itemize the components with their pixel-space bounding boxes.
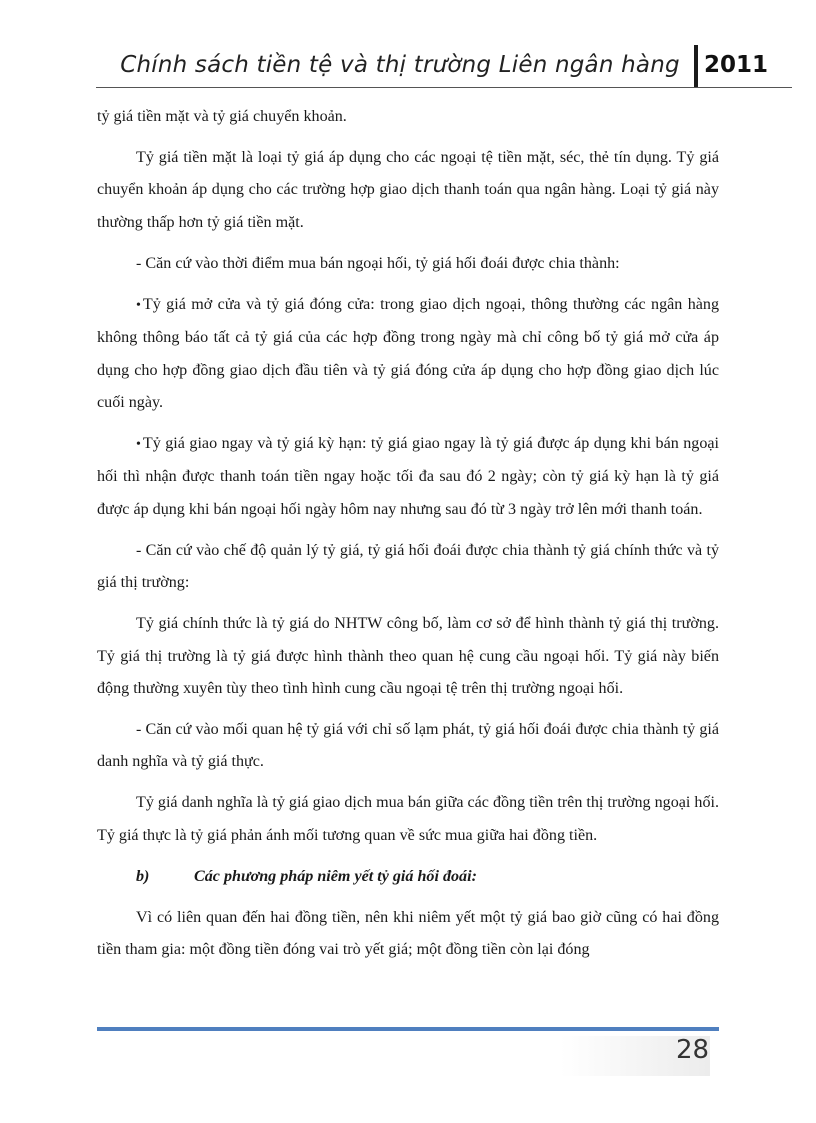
subheading-label: b) [136, 867, 150, 885]
bullet-paragraph [97, 289, 719, 420]
paragraph: - Căn cứ vào chế độ quản lý tỷ giá, tỷ giá hối đoái được chia thành tỷ giá chính thức và tỷ giá thị trường: [97, 541, 719, 592]
bullet-icon: • [136, 297, 141, 313]
page-number: 28 [676, 1035, 710, 1065]
header-year: 2011 [704, 52, 769, 78]
bullet-paragraph [97, 428, 719, 526]
body-text [97, 101, 719, 975]
section-subheading [97, 861, 719, 893]
header-divider [694, 45, 698, 88]
header-rule [96, 87, 792, 88]
paragraph: Tỷ giá danh nghĩa là tỷ giá giao dịch mua bán giữa các đồng tiền trên thị trường ngoại hối. Tỷ giá thực là tỷ giá phản ánh mối tương quan về sức mua giữa hai đồng tiền. [97, 794, 719, 844]
bullet-text: Tỷ giá giao ngay và tỷ giá kỳ hạn: tỷ giá giao ngay là tỷ giá được áp dụng khi bán ngoại hối thì nhận được thanh toán tiền ngay hoặc tối đa sau đó 2 ngày; còn tỷ giá kỳ hạn là tỷ giá được áp dụng khi bán ngoại hối ngày hôm nay nhưng sau đó từ 3 ngày trở lên mới thanh toán. [97, 435, 719, 518]
paragraph: Vì có liên quan đến hai đồng tiền, nên khi niêm yết một tỷ giá bao giờ cũng có hai đồng tiền tham gia: một đồng tiền đóng vai trò yết giá; một đồng tiền còn lại đóng [97, 908, 719, 959]
paragraph: Tỷ giá tiền mặt là loại tỷ giá áp dụng cho các ngoại tệ tiền mặt, séc, thẻ tín dụng. Tỷ giá chuyển khoản áp dụng cho các trường hợp giao dịch thanh toán qua ngân hàng. Loại tỷ giá này thường thấp hơn tỷ giá tiền mặt. [97, 149, 719, 231]
bullet-icon: • [136, 437, 141, 453]
paragraph: Tỷ giá chính thức là tỷ giá do NHTW công bố, làm cơ sở để hình thành tỷ giá thị trường. Tỷ giá thị trường là tỷ giá được hình thành theo quan hệ cung cầu ngoại hối. Tỷ giá này biến động thường xuyên tùy theo tình hình cung cầu ngoại tệ trên thị trường ngoại hối. [97, 615, 719, 698]
paragraph: - Căn cứ vào thời điểm mua bán ngoại hối, tỷ giá hối đoái được chia thành: [136, 254, 620, 272]
bullet-text: Tỷ giá mở cửa và tỷ giá đóng cửa: trong giao dịch ngoại, thông thường các ngân hàng không thông báo tất cả tỷ giá của các hợp đồng trong ngày mà chỉ công bố tỷ giá mở cửa áp dụng cho hợp đồng giao dịch đầu tiên và tỷ giá đóng cửa áp dụng cho hợp đồng giao dịch lúc cuối ngày. [97, 295, 719, 412]
footer-rule [97, 1027, 719, 1031]
header-title: Chính sách tiền tệ và thị trường Liên ngân hàng [120, 52, 680, 78]
subheading-text: Các phương pháp niêm yết tỷ giá hối đoái: [194, 867, 477, 885]
paragraph: tỷ giá tiền mặt và tỷ giá chuyển khoản. [97, 108, 347, 125]
paragraph: - Căn cứ vào mối quan hệ tỷ giá với chỉ số lạm phát, tỷ giá hối đoái được chia thành tỷ giá danh nghĩa và tỷ giá thực. [97, 721, 719, 771]
